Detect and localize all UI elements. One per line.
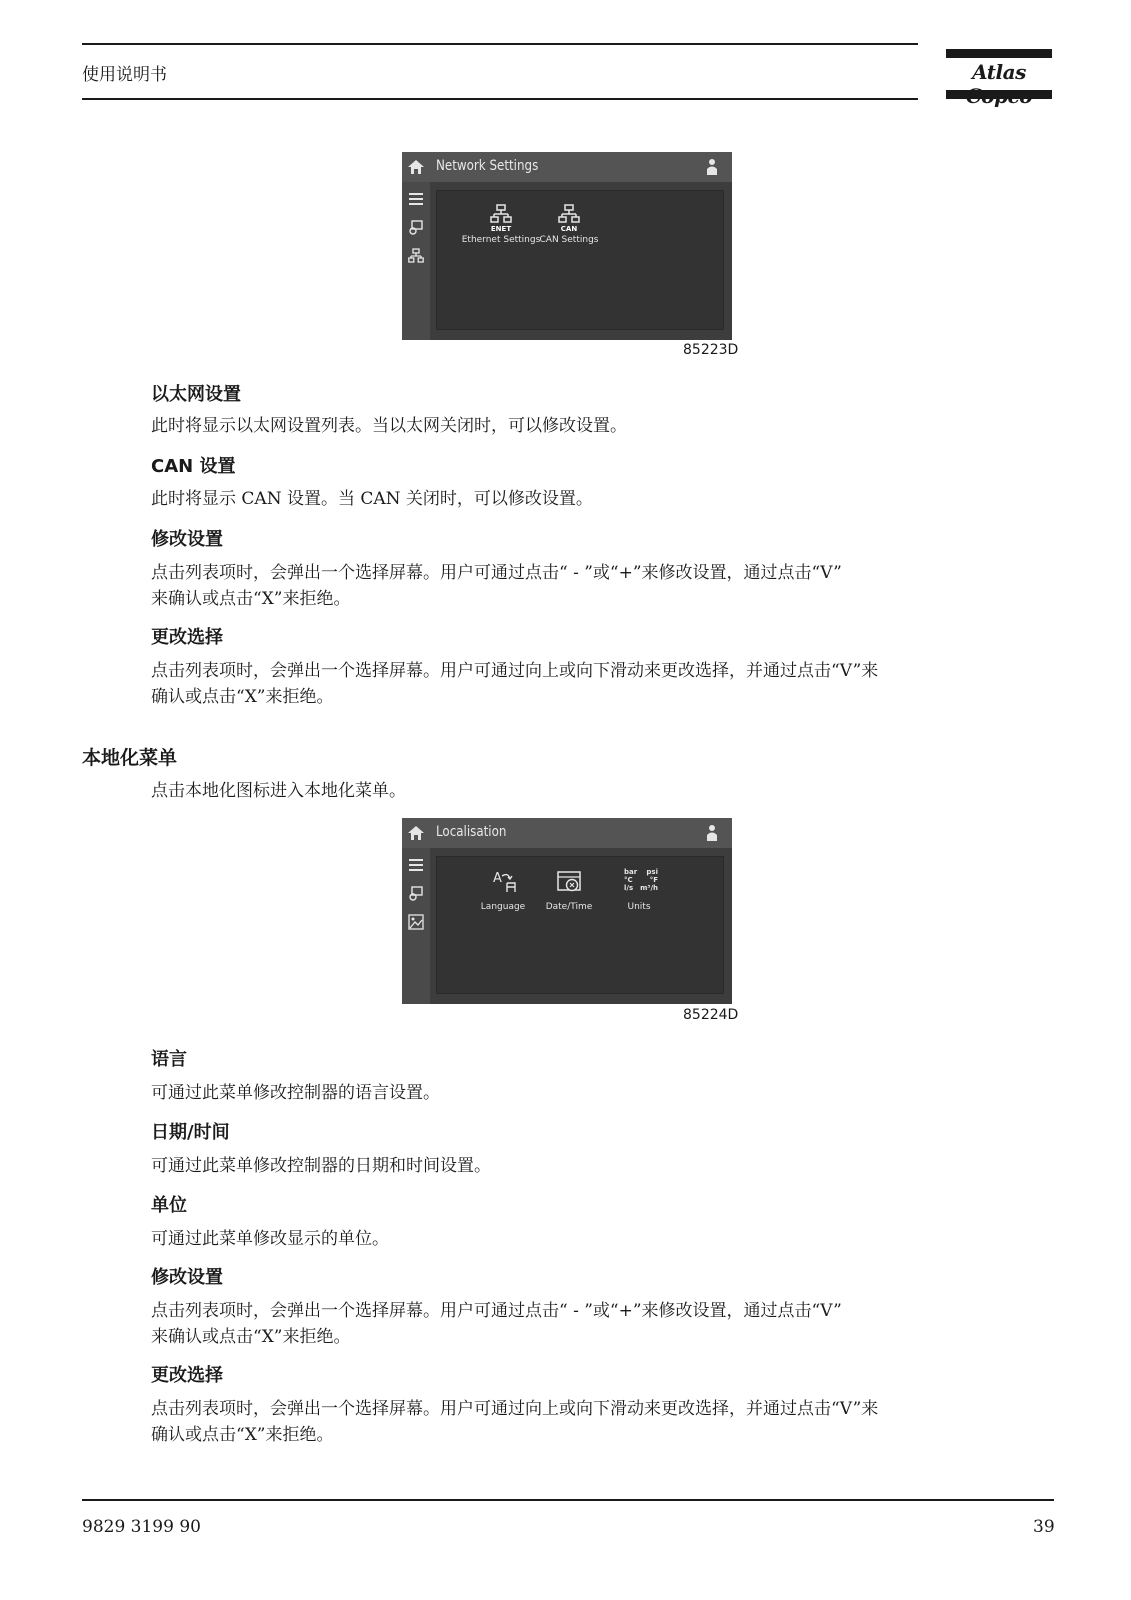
- section-heading: 更改选择: [151, 1365, 223, 1386]
- paragraph: 此时将显示以太网设置列表。当以太网关闭时，可以修改设置。: [151, 416, 627, 436]
- brand-logo: [946, 46, 1052, 102]
- units-icon-text: bar: [624, 868, 638, 876]
- figure-id: 85223D: [683, 342, 739, 358]
- section-heading: 语言: [151, 1049, 187, 1070]
- tile-label: Units: [627, 902, 651, 912]
- settings-icon[interactable]: [408, 220, 424, 236]
- paragraph-line: 点击列表项时，会弹出一个选择屏幕。用户可通过点击“ - ”或“+”来修改设置，通过点击“V”: [151, 563, 842, 583]
- section-heading: 修改设置: [151, 529, 223, 550]
- can-network-icon: [558, 204, 580, 224]
- units-icon-text: psi: [646, 868, 658, 876]
- tile-label: Date/Time: [545, 902, 593, 912]
- paragraph-line: 确认或点击“X”来拒绝。: [151, 687, 334, 707]
- header-top-rule: [82, 43, 918, 45]
- page-number: 39: [1033, 1517, 1055, 1537]
- user-icon[interactable]: [706, 158, 718, 176]
- menu-icon[interactable]: [408, 192, 424, 206]
- tile-sub-label: ENET: [490, 225, 512, 233]
- localisation-intro: 点击本地化图标进入本地化菜单。: [151, 781, 406, 801]
- network-icon[interactable]: [408, 248, 424, 264]
- paragraph-line: 点击列表项时，会弹出一个选择屏幕。用户可通过向上或向下滑动来更改选择，并通过点击“V”来: [151, 661, 879, 681]
- section-heading: 单位: [151, 1195, 187, 1216]
- units-icon: [624, 868, 658, 892]
- units-icon-text: °F: [649, 876, 658, 884]
- language-icon: [492, 870, 518, 894]
- doc-number: 9829 3199 90: [82, 1517, 201, 1537]
- paragraph: 可通过此菜单修改控制器的日期和时间设置。: [151, 1156, 491, 1176]
- footer-rule: [82, 1499, 1054, 1501]
- units-icon-text: °C: [624, 876, 633, 884]
- logo-wordmark: Atlas: [972, 60, 1026, 84]
- tile-label: Ethernet Settings: [461, 235, 541, 245]
- localisation-screen: [402, 818, 732, 1004]
- tile-label: CAN Settings: [539, 235, 599, 245]
- screen-title: Localisation: [436, 824, 507, 840]
- section-heading: 更改选择: [151, 627, 223, 648]
- network-settings-screen: [402, 152, 732, 340]
- section-heading: 修改设置: [151, 1267, 223, 1288]
- menu-icon[interactable]: [408, 858, 424, 872]
- paragraph: 可通过此菜单修改控制器的语言设置。: [151, 1083, 440, 1103]
- header-bottom-rule: [82, 98, 918, 100]
- units-icon-text: l/s: [624, 884, 634, 892]
- screen-title: Network Settings: [436, 158, 539, 174]
- paragraph: 可通过此菜单修改显示的单位。: [151, 1229, 389, 1249]
- paragraph-line: 来确认或点击“X”来拒绝。: [151, 1327, 351, 1347]
- tile-label: Language: [480, 902, 526, 912]
- calendar-clock-icon: [557, 870, 583, 894]
- svg-text:A: A: [493, 871, 502, 886]
- paragraph-line: 点击列表项时，会弹出一个选择屏幕。用户可通过向上或向下滑动来更改选择，并通过点击“V”来: [151, 1399, 879, 1419]
- screen-sidebar: [402, 182, 430, 340]
- logo-top-bar: [946, 49, 1052, 58]
- screen-topbar: [402, 152, 732, 182]
- section-heading: 日期/时间: [151, 1122, 230, 1143]
- paragraph-line: 确认或点击“X”来拒绝。: [151, 1425, 334, 1445]
- paragraph-line: 点击列表项时，会弹出一个选择屏幕。用户可通过点击“ - ”或“+”来修改设置，通过点击“V”: [151, 1301, 842, 1321]
- screen-sidebar: [402, 848, 430, 1004]
- localisation-heading: 本地化菜单: [82, 747, 178, 769]
- ethernet-network-icon: [490, 204, 512, 224]
- settings-icon[interactable]: [408, 886, 424, 902]
- section-heading: 以太网设置: [151, 384, 241, 405]
- user-icon[interactable]: [706, 824, 718, 842]
- paragraph: 此时将显示 CAN 设置。当 CAN 关闭时，可以修改设置。: [151, 489, 593, 509]
- tile-sub-label: CAN: [560, 225, 578, 233]
- figure-id: 85224D: [683, 1007, 739, 1023]
- section-heading: CAN 设置: [151, 456, 236, 477]
- units-icon-text: m³/h: [640, 884, 658, 892]
- home-icon[interactable]: [408, 160, 424, 174]
- localisation-icon[interactable]: [408, 914, 424, 930]
- paragraph-line: 来确认或点击“X”来拒绝。: [151, 589, 351, 609]
- screen-topbar: [402, 818, 732, 848]
- screen-panel: [436, 190, 724, 330]
- header-title: 使用说明书: [82, 65, 167, 85]
- home-icon[interactable]: [408, 826, 424, 840]
- logo-bottom-bar: [946, 90, 1052, 99]
